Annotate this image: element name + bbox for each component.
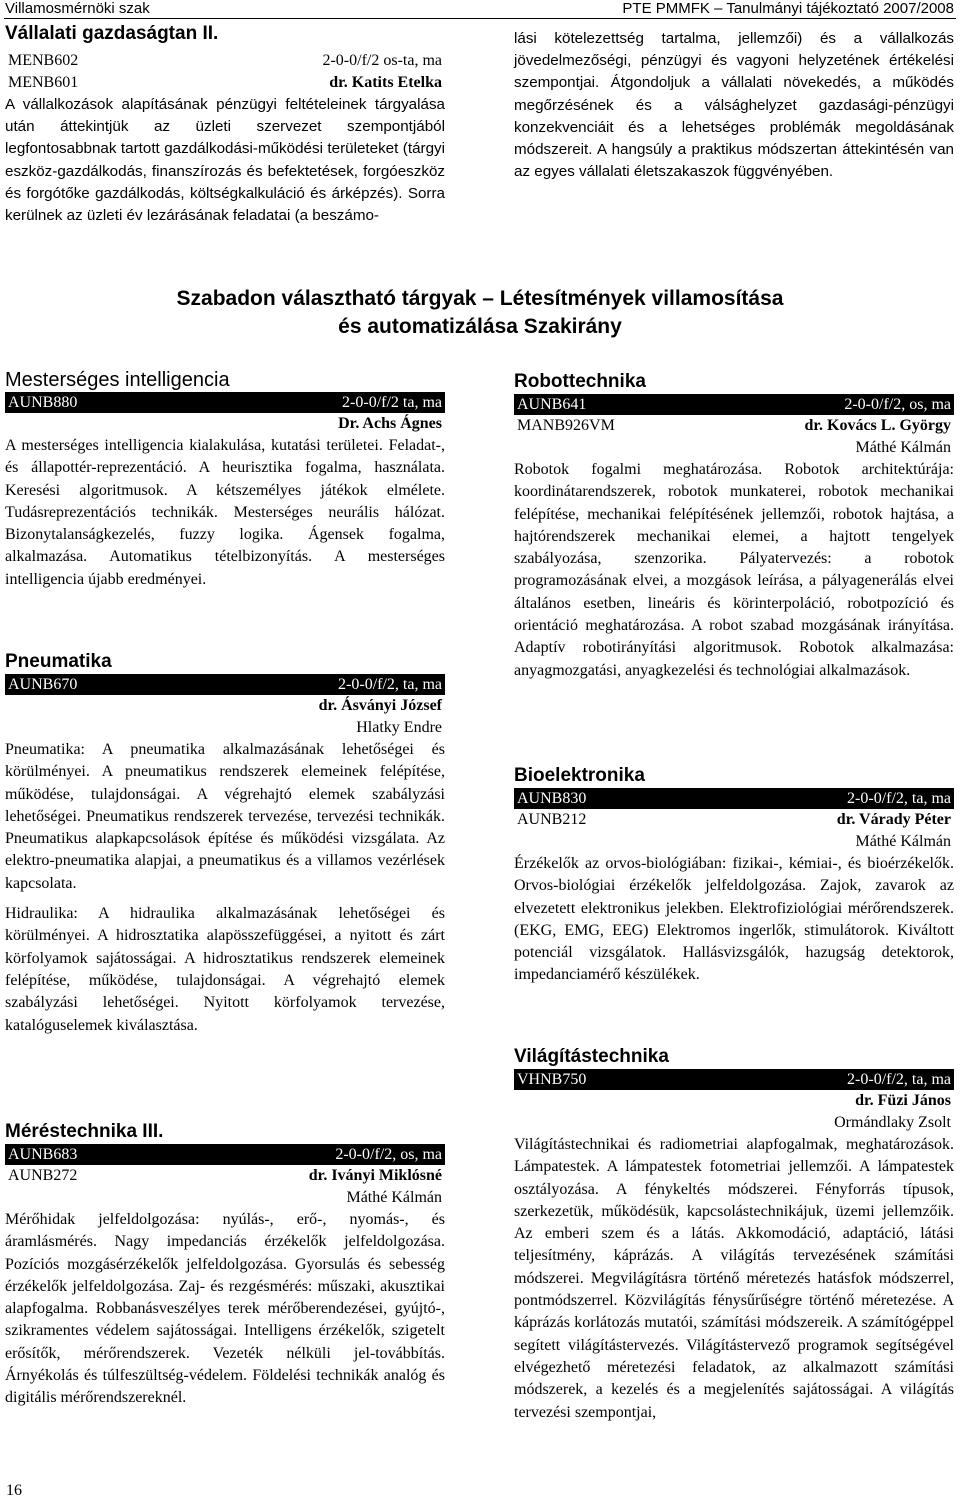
course-lecturer: dr. Ásványi József [318, 697, 442, 714]
course-mesterseges-intelligencia [5, 368, 445, 591]
course-code: AUNB670 [8, 676, 78, 693]
section-heading-line2: és automatizálása Szakirány [338, 315, 622, 338]
course-code-bar [5, 1144, 445, 1165]
course-code-bar [5, 392, 445, 413]
course-title: Méréstechnika III. [5, 1121, 164, 1142]
course-code: AUNB830 [517, 790, 587, 807]
course-code-bar [514, 1069, 954, 1090]
section-heading-line1: Szabadon választható tárgyak – Létesítmények villamosítása [176, 287, 784, 310]
course-description-hidraulika: Hidraulika: A hidraulika alkalmazásának lehetőségei és körülményei. A hidrosztatika alapösszefüggései, a nyitott és zárt körfolyamok sajátosságai. A hidrosztatikus rendszerek elemeinek felépítése, működése, tulajdonságai. A végrehajtó elemek szabályzási lehetőségei. Nyitott körfolyamok tervezése, katalóguselemek kiválasztása. [5, 905, 445, 1034]
course-code2-row [5, 72, 445, 94]
course-title: Robottechnika [514, 371, 646, 392]
course-lecturer-secondary: Hlatky Endre [356, 719, 442, 736]
course-vilagitastechnika [514, 1045, 954, 1424]
course-code: AUNB880 [8, 394, 78, 411]
running-header-right: PTE PMMFK – Tanulmányi tájékoztató 2007/2008 [622, 0, 954, 17]
course-code2-row [514, 415, 954, 437]
course-lecturer: Dr. Achs Ágnes [338, 415, 442, 432]
course-code2-row [514, 809, 954, 831]
course-lecturer: dr. Füzi János [855, 1092, 951, 1109]
section-heading [0, 285, 960, 341]
course-lecturer: dr. Kovács L. György [804, 417, 951, 434]
course-pneumatika [5, 650, 445, 1037]
course-title: Bioelektronika [514, 765, 645, 786]
course-description: Mérőhidak jelfeldolgozása: nyúlás-, erő-, nyomás-, és áramlásmérés. Nagy impedanciás érzékelők jelfeldolgozása. Pozíciós mozgásérzékelők jelfeldolgozása. Gyorsulás és sebesség érzékelők jelfeldolgozása. Zaj- és rezgésmérés: műszaki, akusztikai alapfogalma. Robbanásveszélyes terek mérőberendezései, gyújtó-, szikramentes védelem sajátosságai. Intelligens érzékelők, szigetelt erősítők, mérőrendszerek. Vezeték nélküli jel-továbbítás. Árnyékolás és túlfeszültség-védelem. Földelési technikák analóg és digitális mérőrendszereknél. [5, 1211, 445, 1407]
course-hours: 2-0-0/f/2 os-ta, ma [322, 52, 442, 69]
course-hours: 2-0-0/f/2, ta, ma [847, 1071, 951, 1088]
course-hours: 2-0-0/f/2, ta, ma [338, 676, 442, 693]
course-description: Robotok fogalmi meghatározása. Robotok architektúrája: koordinátarendszerek, robotok munkaterei, robotok mechanikai felépítése, mechanikai felépítésének jellemzői, robotok hajtása, a hajtórendszerek mechanikai elemei, a hajtott tengelyek szabályozása, szenzorika. Pályatervezés: a robotok programozásának elvei, a mozgások leírása, a pályagenerálás elvei általános esetben, lineáris és körinterpoláció, robotpozíció és orientáció meghatározása. A robot szabad mozgásának irányítása. Adaptív robotirányítási algoritmusok. Robotok alkalmazása: anyagmozgatási, anyagkezelési és technológiai alkalmazások. [514, 461, 954, 679]
course-code: MENB602 [8, 52, 79, 69]
course-title: Világítástechnika [514, 1046, 669, 1067]
course-hours: 2-0-0/f/2 ta, ma [342, 394, 442, 411]
page-number: 16 [6, 1482, 22, 1499]
course-code: VHNB750 [517, 1071, 587, 1088]
running-header-left: Villamosmérnöki szak [5, 0, 150, 17]
course-bioelektronika [514, 764, 954, 987]
course-code: AUNB641 [517, 396, 587, 413]
course-code-secondary: AUNB272 [8, 1167, 78, 1184]
course-code-secondary: AUNB212 [517, 811, 587, 828]
course-merestechnika [5, 1120, 445, 1410]
course-description: Világítástechnikai és radiometriai alapfogalmak, meghatározások. Lámpatestek. A lámpatestek fotometriai jellemzői. A lámpatestek osztályozása. A fénykeltés módszerei. Fényforrás típusok, szerkezetük, működésük, kapcsolástechnikájuk, üzemi jellemzőik. Az emberi szem és a látás. Akkomodáció, adaptáció, látási teljesítmény, káprázás. A világítás tervezésének számítási módszerei. Megvilágításra történő méretezés hatásfok módszerrel, pontmódszerrel. Közvilágítás fénysűrűségre történő méretezése. A káprázás korlátozás mutatói, számítási módszereik. A számítógéppel segített világítástervezés. Világítástervező programok segítségével elvégezhető méretezési feladatok, az alkalmazott számítási módszerek, a kezelés és a megjelenítés sajátosságai. A világítás tervezési szempontjai, [514, 1136, 954, 1421]
course-lecturer-secondary: Máthé Kálmán [346, 1189, 442, 1206]
course-code-bar [5, 674, 445, 695]
header-rule [4, 18, 956, 19]
course-description-part2: lási kötelezettség tartalma, jellemzői) és a vállalkozás jövedelmezőségi, pénzügyi és vagyoni helyzetének értékelési szempontjai. Átgondoljuk a vállalati növekedés, a működés megőrzésének és a válsághelyzet gazdasági-pénzügyi konzekvenciáit és a lehetséges problémák megoldásának módszereit. A hangsúly a praktikus módszertan áttekintésén van az egyes vállalati életszakaszok függvényében. [514, 30, 954, 181]
course-code: AUNB683 [8, 1146, 78, 1163]
course-code2-row [5, 1165, 445, 1187]
course-lecturer-secondary: Ormándlaky Zsolt [834, 1114, 951, 1131]
course-hours: 2-0-0/f/2, os, ma [844, 396, 951, 413]
course-vallalati-gazdasagtan [5, 22, 445, 227]
course-title: Vállalati gazdaságtan II. [5, 23, 219, 44]
course-code-row [5, 50, 445, 72]
course-code-bar [514, 394, 954, 415]
course-code-secondary: MANB926VM [517, 417, 615, 434]
course-lecturer: dr. Katits Etelka [329, 74, 442, 91]
course-description-pneumatika: Pneumatika: A pneumatika alkalmazásának lehetőségei és körülményei. A pneumatikus rendszerek elemeinek felépítése, működése, tulajdonságai. A végrehajtó elemek szabályzási lehetőségei. Pneumatikus rendszerek tervezése, tervezési technikák. Pneumatikus alapkapcsolások építése és működési vizsgálata. Az elektro-pneumatika alapjai, a pneumatikus és a villamos vezérlések kapcsolata. [5, 741, 445, 892]
course-description: Érzékelők az orvos-biológiában: fizikai-, kémiai-, és bioérzékelők. Orvos-biológiai érzékelők jelfeldolgozása. Zajok, zavarok az elvezetett elektronikus jelekben. Elektrofiziológiai mérőrendszerek. (EKG, EMG, EEG) Elektromos ingerlők, stimulátorok. Kiváltott potenciál vizsgálatok. Hallásvizsgálók, hazugság detektorok, impedanciamérő készülékek. [514, 855, 954, 984]
course-title: Pneumatika [5, 651, 112, 672]
course-title: Mesterséges intelligencia [5, 369, 230, 391]
course-code-secondary: MENB601 [8, 74, 79, 91]
course-lecturer-secondary: Máthé Kálmán [855, 833, 951, 850]
course-code-bar [514, 788, 954, 809]
course-lecturer: dr. Várady Péter [836, 811, 951, 828]
course-lecturer: dr. Iványi Miklósné [308, 1167, 442, 1184]
course-lecturer-secondary: Máthé Kálmán [855, 439, 951, 456]
course-description-part1: A vállalkozások alapításának pénzügyi feltételeinek tárgyalása után áttekintjük az üzleti szervezet szempontjából legfontosabbnak tartott gazdálkodási-működési területeket (tárgyi eszköz-gazdálkodás, finanszírozás és befektetések, forgóeszköz és forgótőke gazdálkodás, költségkalkuláció és árképzés). Sorra kerülnek az üzleti év lezárásának feladatai (a beszámo- [5, 96, 445, 225]
course-hours: 2-0-0/f/2, os, ma [335, 1146, 442, 1163]
course-description: A mesterséges intelligencia kialakulása, kutatási területei. Feladat-, és állapottér-reprezentáció. A heurisztika fogalma, használata. Keresési algoritmusok. A kétszemélyes játékok elmélete. Tudásreprezentációs technikák. Mesterséges neurális hálózat. Bizonytalanságkezelés, fuzzy logika. Ágensek fogalma, alkalmazása. Automatikus tételbizonyítás. A mesterséges intelligencia újabb eredményei. [5, 437, 445, 588]
course-hours: 2-0-0/f/2, ta, ma [847, 790, 951, 807]
course-robottechnika [514, 370, 954, 682]
